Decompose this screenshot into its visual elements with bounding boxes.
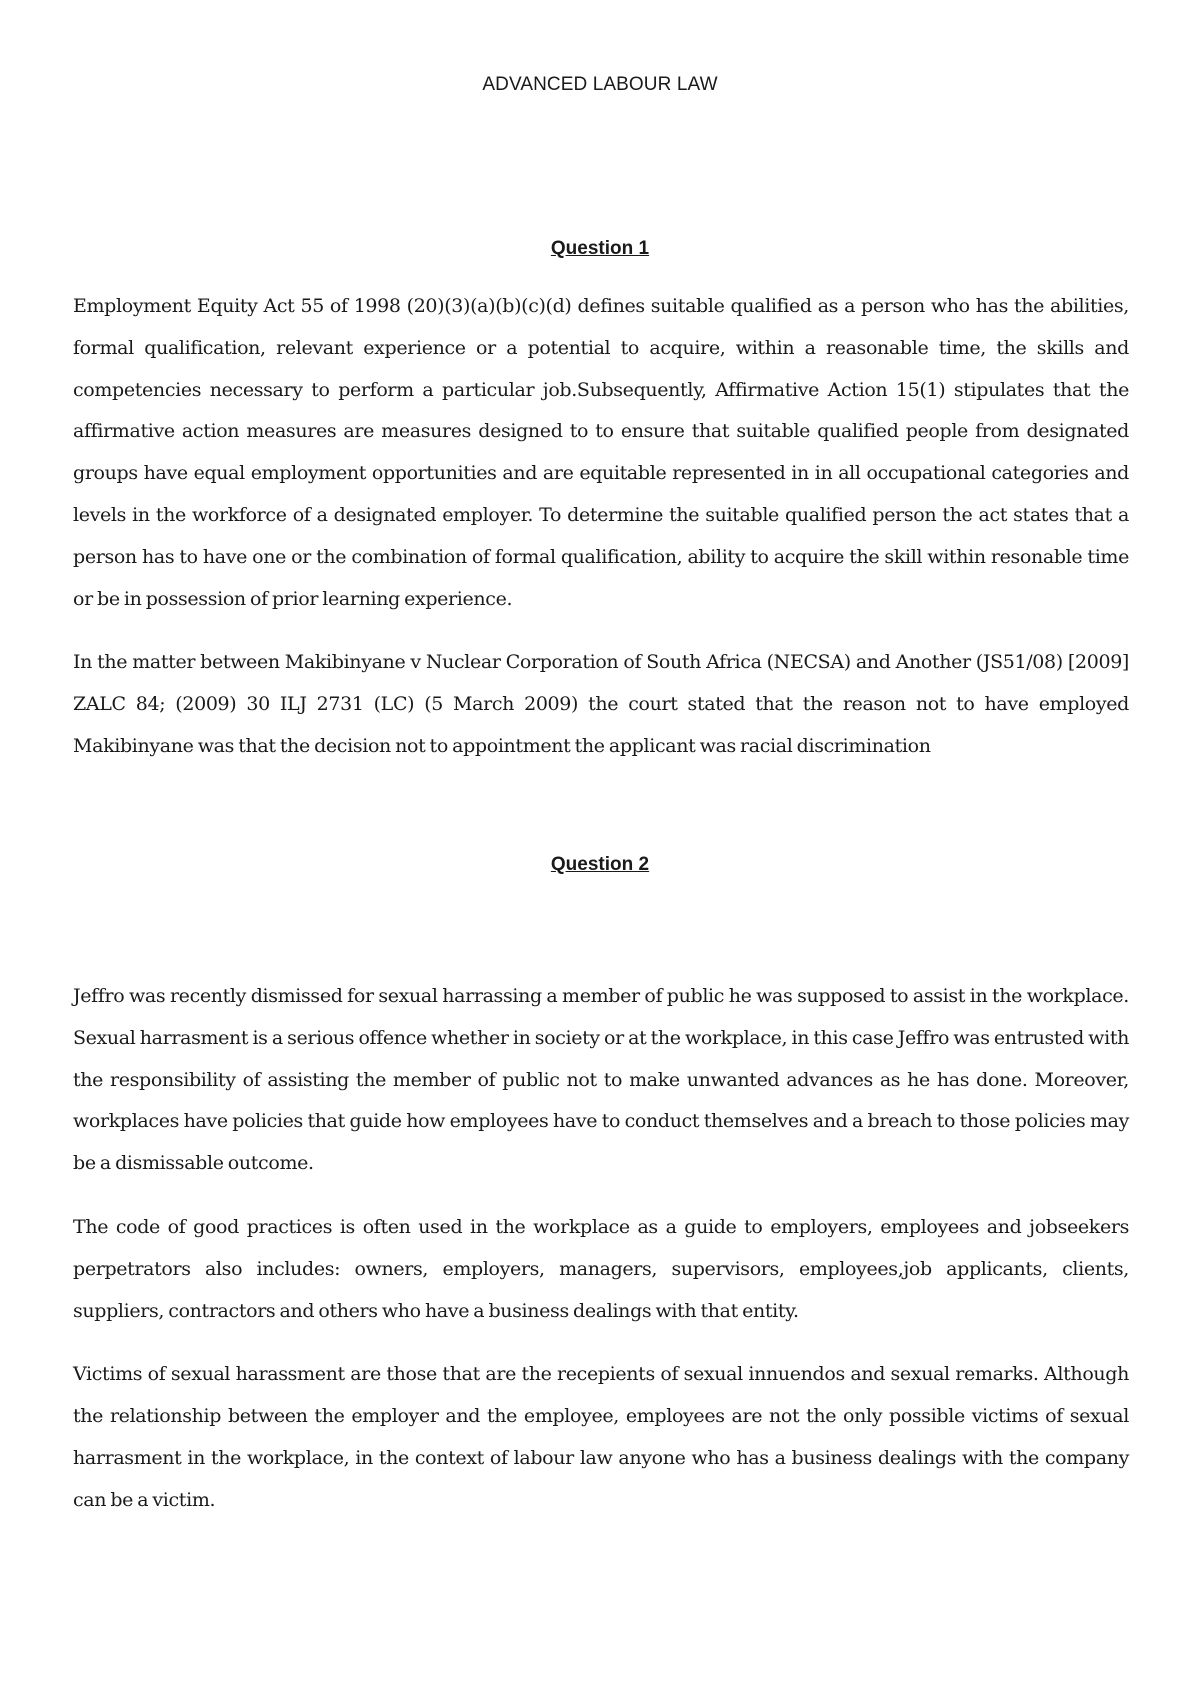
question-1-body bbox=[73, 286, 1129, 790]
document-title: ADVANCED LABOUR LAW bbox=[482, 74, 718, 95]
question-2-paragraph: Jeffro was recently dismissed for sexual harrassing a member of public he was supposed to assist in the workplace. Sexual harrasment is a serious offence whether in society or at the workplace, in this case Jeffro was entrusted with the responsibility of assisting the member of public not to make unwanted advances as he has done. Moreover, workplaces have policies that guide how employees have to conduct themselves and a breach to those policies may be a dismissable outcome. bbox=[73, 985, 1129, 1175]
question-2-heading: Question 2 bbox=[550, 854, 650, 875]
question-2-body bbox=[73, 976, 1129, 1544]
question-2-paragraph: The code of good practices is often used in the workplace as a guide to employers, employees and jobseekers perpetrators also includes: owners, employers, managers, supervisors, employees,job applicants, clients, suppliers, contractors and others who have a business dealings with that entity. bbox=[73, 1215, 1129, 1322]
question-1-heading: Question 1 bbox=[550, 238, 650, 259]
question-2-paragraph: Victims of sexual harassment are those that are the recepients of sexual innuendos and sexual remarks. Although the relationship between the employer and the employee, employees are not the only possible victims of sexual harrasment in the workplace, in the context of labour law anyone who has a business dealings with the company can be a victim. bbox=[73, 1363, 1129, 1511]
question-1-paragraph: In the matter between Makibinyane v Nuclear Corporation of South Africa (NECSA) and Another (JS51/08) [2009] ZALC 84; (2009) 30 ILJ 2731 (LC) (5 March 2009) the court stated that the reason not to have employed Makibinyane was that the decision not to appointment the applicant was racial discrimination bbox=[73, 651, 1129, 757]
question-1-paragraph: Employment Equity Act 55 of 1998 (20)(3)(a)(b)(c)(d) defines suitable qualified as a person who has the abilities, formal qualification, relevant experience or a potential to acquire, within a reasonable time, the skills and competencies necessary to perform a particular job.Subsequently, Affirmative Action 15(1) stipulates that the affirmative action measures are measures designed to to ensure that suitable qualified people from designated groups have equal employment opportunities and are equitable represented in in all occupational categories and levels in the workforce of a designated employer. To determine the suitable qualified person the act states that a person has to have one or the combination of formal qualification, ability to acquire the skill within resonable time or be in possession of prior learning experience. bbox=[73, 295, 1129, 610]
